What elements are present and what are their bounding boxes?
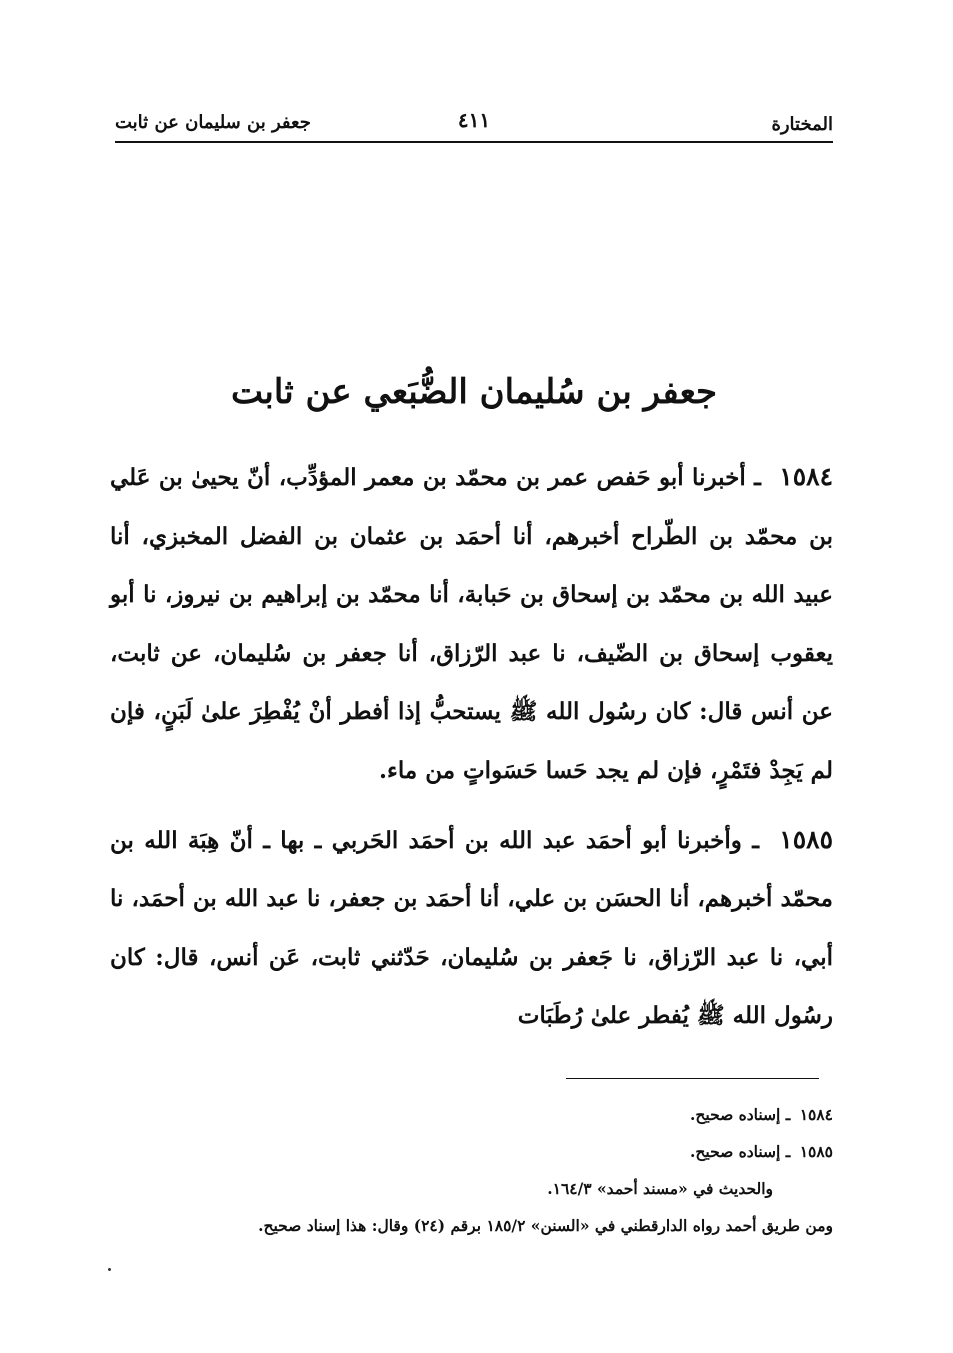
hadith-text: ـ وأخبرنا أبو أحمَد عبد الله بن أحمَد الحَربي ـ بها ـ أنّ هِبَة الله بن محمّد أخبرهم، أنا الحسَن بن علي، أنا أحمَد بن جعفر، نا عبد الله بن أحمَد، نا أبي، نا عبد الرّزاق، نا جَعفر بن سُليمان، حَدّثني ثابت، عَن أنس، قال: كان رسُول الله ﷺ يُفطر علىٰ رُطَبَات (110, 826, 833, 1030)
header-rule (115, 141, 833, 143)
page-number: ٤١١ (457, 108, 491, 132)
hadith-number: ١٥٨٤ (779, 462, 833, 491)
footnote-number: ١٥٨٥ (799, 1142, 833, 1161)
footnote-text: ـ إسناده صحيح. (689, 1142, 791, 1161)
footnotes (110, 1096, 833, 1244)
footnote (110, 1133, 833, 1170)
footnote (110, 1096, 833, 1133)
running-header (115, 108, 833, 138)
footnote-text: ـ إسناده صحيح. (689, 1105, 791, 1124)
book-title: المختارة (771, 114, 833, 135)
section-title: جعفر بن سُليمان الضُّبَعي عن ثابت (230, 372, 718, 412)
hadith-paragraph (110, 811, 833, 1046)
margin-mark (108, 1268, 111, 1271)
hadith-text: ـ أخبرنا أبو حَفص عمر بن محمّد بن معمر المؤدِّب، أنّ يحيىٰ بن عَلي بن محمّد بن الطّراح أخبرهم، أنا أحمَد بن عثمان بن الفضل المخبزي، أنا عبيد الله بن محمّد بن إسحاق بن حَبابة، أنا محمّد بن إبراهيم بن نيروز، نا أبو يعقوب إسحاق بن الضّيف، نا عبد الرّزاق، أنا جعفر بن سُليمان، عن ثابت، عن أنس قال: كان رسُول الله ﷺ يستحبُّ إذا أفطر أنْ يُفْطِرَ علىٰ لَبَنٍ، فإن لم يَجِدْ فتَمْرٍ، فإن لم يجد حَسا حَسَواتٍ من ماء. (110, 464, 833, 784)
footnote-continuation: والحديث في «مسند أحمد» ١٦٤/٣. (547, 1179, 773, 1198)
main-text (110, 448, 833, 1056)
footnote-separator (566, 1078, 819, 1079)
hadith-paragraph (110, 448, 833, 801)
hadith-number: ١٥٨٥ (779, 824, 833, 854)
footnote-number: ١٥٨٤ (799, 1105, 833, 1124)
chapter-title: جعفر بن سليمان عن ثابت (115, 112, 311, 133)
footnote-continuation: ومن طريق أحمد رواه الدارقطني في «السنن» ١٨٥/٢ برقم (٢٤) وقال: هذا إسناد صحيح. (258, 1216, 833, 1235)
